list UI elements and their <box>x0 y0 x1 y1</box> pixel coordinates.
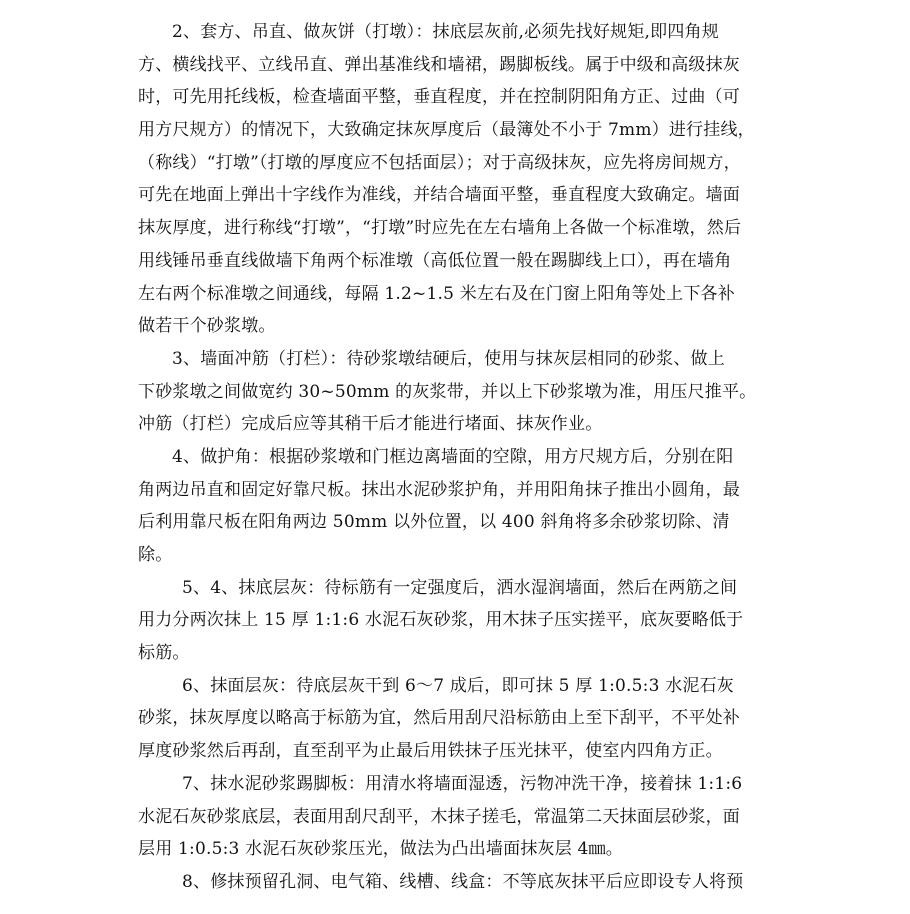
text-line: 方、横线找平、立线吊直、弹出基准线和墙裙，踢脚板线。属于中级和高级抹灰 <box>138 54 740 75</box>
text-line: 层用 1:0.5:3 水泥石灰砂浆压光，做法为凸出墙面抹灰层 4㎜。 <box>138 839 623 860</box>
document-body <box>138 16 778 899</box>
text-line: 可先在地面上弹出十字线作为准线，并结合墙面平整，垂直程度大致确定。墙面 <box>138 185 740 206</box>
text-line: 厚度砂浆然后再刮，直至刮平为止最后用铁抹子压光抹平，使室内四角方正。 <box>138 741 723 762</box>
text-line: （称线）“打墩”（打墩的厚度应不包括面层）；对于高级抹灰，应先将房间规方， <box>138 152 741 173</box>
text-line: 角两边吊直和固定好靠尺板。抹出水泥砂浆护角，并用阳角抹子推出小圆角，最 <box>138 479 740 500</box>
text-line: 左右两个标准墩之间通线，每隔 1.2~1.5 米左右及在门窗上阳角等处上下各补 <box>138 283 735 304</box>
text-line: 用线锤吊垂直线做墙下角两个标准墩（高低位置一般在踢脚线上口），再在墙角 <box>138 250 732 271</box>
text-line: 6、抹面层灰：待底层灰干到 6～7 成后，即可抹 5 厚 1:0.5:3 水泥石灰 <box>182 675 735 696</box>
text-line: 4、做护角：根据砂浆墩和门框边离墙面的空隙，用方尺规方后，分别在阳 <box>172 446 734 467</box>
text-line: 抹灰厚度，进行称线“打墩”，“打墩”时应先在左右墙角上各做一个标准墩，然后 <box>138 218 742 239</box>
paragraph <box>138 16 778 343</box>
text-line: 除。 <box>138 545 173 565</box>
text-line: 8、修抹预留孔洞、电气箱、线槽、线盒：不等底灰抹平后应即设专人将预 <box>182 871 744 892</box>
text-line: 时，可先用托线板，检查墙面平整，垂直程度，并在控制阴阳角方正、过曲（可 <box>138 87 740 108</box>
text-line: 后利用靠尺板在阳角两边 50mm 以外位置，以 400 斜角将多余砂浆切除、清 <box>138 512 730 533</box>
text-line: 标筋。 <box>138 643 190 664</box>
text-line: 冲筋（打栏）完成后应等其稍干后才能进行堵面、抹灰作业。 <box>138 414 603 435</box>
paragraph <box>138 670 778 768</box>
text-line: 3、墙面冲筋（打栏）：待砂浆墩结硬后，使用与抹灰层相同的砂浆、做上 <box>172 348 725 369</box>
text-line: 7、抹水泥砂浆踢脚板：用清水将墙面湿透，污物冲洗干净，接着抹 1:1:6 <box>182 773 743 794</box>
paragraph <box>138 768 778 866</box>
text-line: 5、4、抹底层灰：待标筋有一定强度后，洒水湿润墙面，然后在两筋之间 <box>182 577 738 598</box>
paragraph <box>138 866 778 899</box>
text-line: 水泥石灰砂浆底层，表面用刮尺刮平，木抹子搓毛，常温第二天抹面层砂浆，面 <box>138 806 740 827</box>
text-line: 砂浆，抹灰厚度以略高于标筋为宜，然后用刮尺沿标筋由上至下刮平，不平处补 <box>138 708 740 729</box>
paragraph <box>138 343 778 441</box>
text-line: 2、套方、吊直、做灰饼（打墩）：抹底层灰前,必须先找好规矩,即四角规 <box>172 22 719 42</box>
text-line: 下砂浆墩之间做宽约 30~50mm 的灰浆带，并以上下砂浆墩为准，用压尺推平。 <box>138 381 757 402</box>
text-line: 用方尺规方）的情况下，大致确定抹灰厚度后（最簿处不小于 7mm）进行挂线， <box>138 120 755 141</box>
paragraph <box>138 572 778 670</box>
text-line: 做若干个砂浆墩。 <box>138 316 276 337</box>
paragraph <box>138 441 778 572</box>
text-line: 用力分两次抹上 15 厚 1:1:6 水泥石灰砂浆，用木抹子压实搓平，底灰要略低于 <box>138 610 744 631</box>
